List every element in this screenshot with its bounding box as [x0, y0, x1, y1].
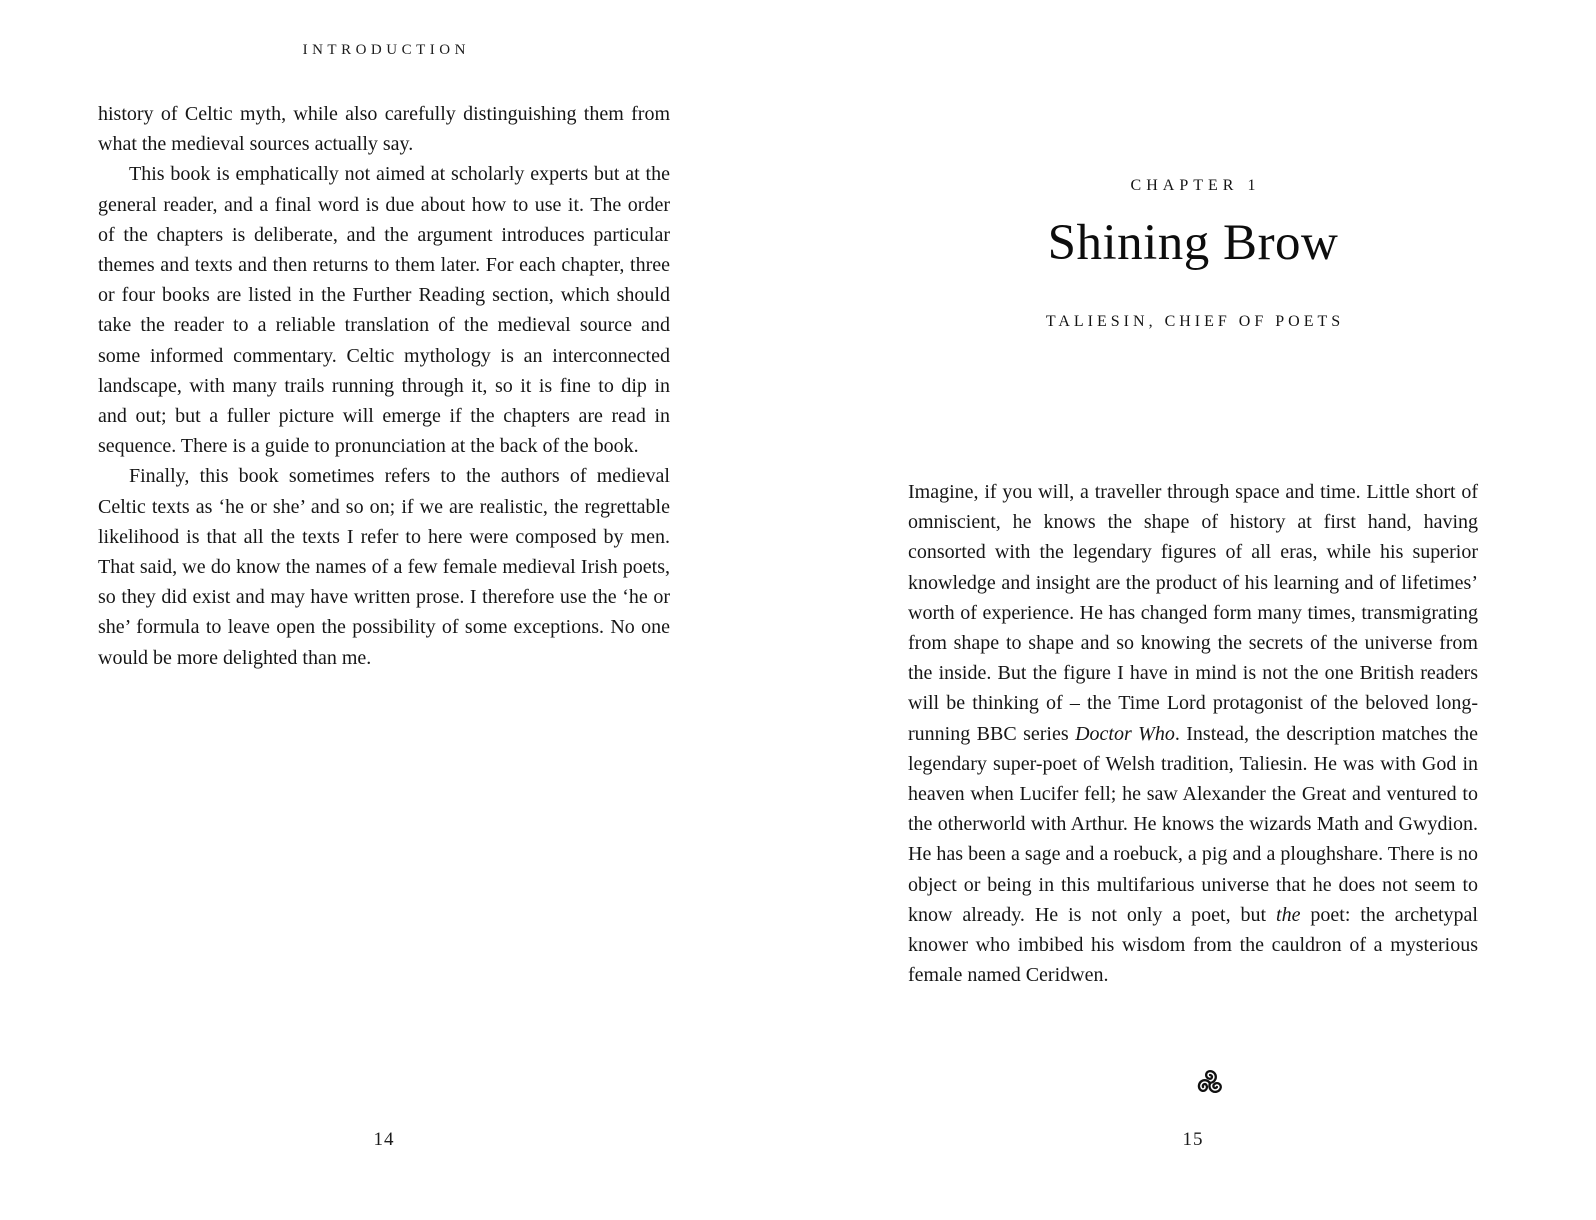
- paragraph: [98, 99, 670, 159]
- page-number-left: 14: [373, 1129, 395, 1150]
- text-segment: . Instead, the description matches the legendary super-poet of Welsh tradition, Taliesin. He was with God in heaven when Lucifer fell; he saw Alexander the Great and ventured to the otherworld with Arthur. He knows the wizards Math and Gwydion. He has been a sage and a roebuck, a pig and a ploughshare. There is no object or being in this multifarious universe that he does not seem to know already. He is not only a poet, but: [908, 722, 1479, 926]
- page-number-right: 15: [1182, 1129, 1204, 1150]
- text-segment: history of Celtic myth, while also carefully distinguishing them from what the medieval sources actually say.: [98, 103, 670, 156]
- text-segment: This book is emphatically not aimed at scholarly experts but at the general reader, and a final word is due about how to use it. The order of the chapters is deliberate, and the argument introduces particular themes and texts and then returns to them later. For each chapter, three or four books are listed in the Further Reading section, which should take the reader to a reliable translation of the medieval source and some informed commentary. Celtic mythology is an interconnected landscape, with many trails running through it, so it is fine to dip in and out; but a fuller picture will emerge if the chapters are read in sequence. There is a guide to pronunciation at the back of the book.: [98, 163, 670, 458]
- chapter-subtitle: TALIESIN, CHIEF OF POETS: [1045, 313, 1345, 330]
- italic-text: the: [1276, 903, 1301, 926]
- text-segment: Imagine, if you will, a traveller through space and time. Little short of omniscient, he knows the shape of history at first hand, having consorted with the legendary figures of all eras, while his superior knowledge and insight are the product of his learning and of lifetimes’ worth of experience. He has changed form many times, transmigrating from shape to shape and so knowing the secrets of the universe from the inside. But the figure I have in mind is not the one British readers will be thinking of – the Time Lord protagonist of the beloved long-running BBC series: [908, 481, 1478, 745]
- right-body-text: [908, 477, 1478, 990]
- page-right: [908, 0, 1478, 1220]
- paragraph: [98, 461, 670, 672]
- running-head: INTRODUCTION: [302, 42, 470, 58]
- triskelion-icon: [1193, 1066, 1227, 1100]
- left-body-text: [98, 99, 670, 673]
- italic-text: Doctor Who: [1075, 722, 1175, 745]
- page-left: [98, 0, 670, 1220]
- chapter-title: Shining Brow: [1047, 215, 1339, 271]
- paragraph: [908, 477, 1478, 990]
- paragraph: [98, 159, 670, 461]
- text-segment: Finally, this book sometimes refers to the authors of medieval Celtic texts as ‘he or she’ and so on; if we are realistic, the regrettable likelihood is that all the texts I refer to here were composed by men. That said, we do know the names of a few female medieval Irish poets, so they did exist and may have written prose. I therefore use the ‘he or she’ formula to leave open the possibility of some exceptions. No one would be more delighted than me.: [98, 465, 670, 669]
- chapter-label: CHAPTER 1: [1130, 177, 1261, 194]
- text-segment: poet: the archetypal knower who imbibed his wisdom from the cauldron of a mysterious female named Ceridwen.: [908, 903, 1478, 987]
